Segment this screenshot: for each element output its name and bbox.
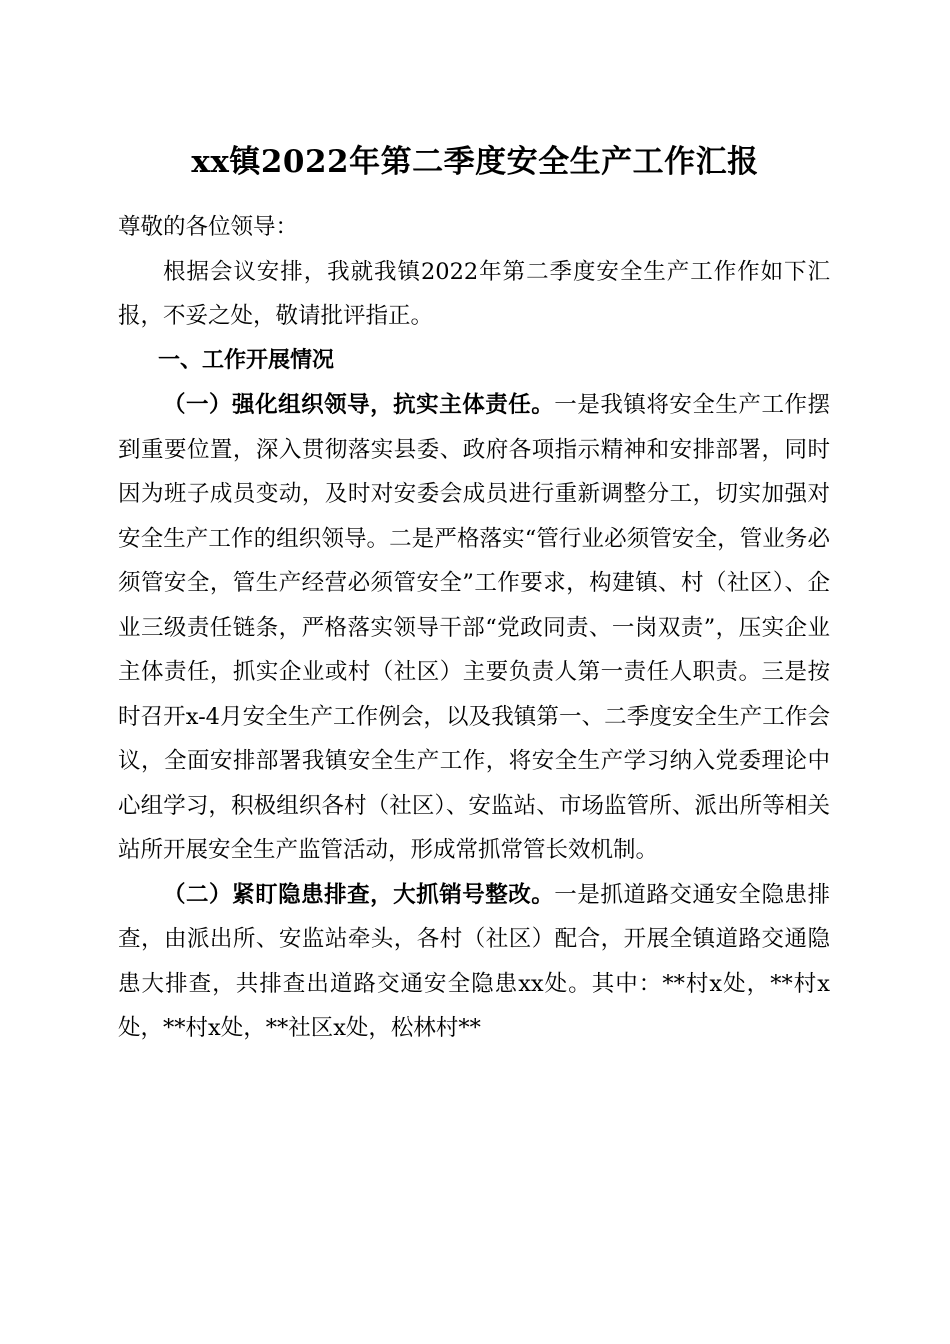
item-paragraph-1 [118,383,830,873]
document-title: xx镇2022年第二季度安全生产工作汇报 [191,144,759,180]
item-heading-1: （一）强化组织领导，抗实主体责任。 [163,392,555,418]
item-body-2: 一是抓道路交通安全隐患排查，由派出所、安监站牵头，各村（社区）配合，开展全镇道路交通隐患大排查，共排查出道路交通安全隐患xx处。其中：**村x处，**村x处，**村x处，**社区x处，松林村** [118,881,830,1041]
intro-paragraph: 根据会议安排，我就我镇2022年第二季度安全生产工作作如下汇报，不妥之处，敬请批评指正。 [118,258,830,329]
item-body-1: 一是我镇将安全生产工作摆到重要位置，深入贯彻落实县委、政府各项指示精神和安排部署，同时因为班子成员变动，及时对安委会成员进行重新调整分工，切实加强对安全生产工作的组织领导。二是严格落实“管行业必须管安全，管业务必须管安全，管生产经营必须管安全”工作要求，构建镇、村（社区）、企业三级责任链条，严格落实领导干部“党政同责、一岗双责”，压实企业主体责任，抓实企业或村（社区）主要负责人第一责任人职责。三是按时召开x-4月安全生产工作例会，以及我镇第一、二季度安全生产工作会议，全面安排部署我镇安全生产工作，将安全生产学习纳入党委理论中心组学习，积极组织各村（社区）、安监站、市场监管所、派出所等相关站所开展安全生产监管活动，形成常抓常管长效机制。 [118,392,830,863]
document-body [118,205,830,1051]
section-heading: 一、工作开展情况 [158,347,335,373]
item-heading-2: （二）紧盯隐患排查，大抓销号整改。 [163,881,555,908]
salutation: 尊敬的各位领导： [118,214,299,240]
item-paragraph-2 [118,873,830,1051]
